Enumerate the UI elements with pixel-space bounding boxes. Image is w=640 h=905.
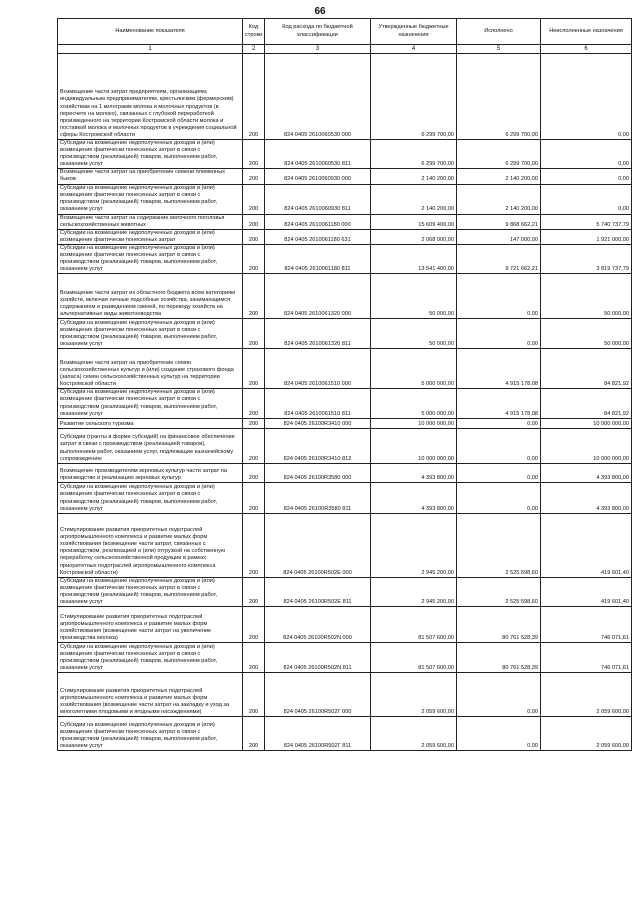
row-executed-cell: 9 721 662,21 [457,244,541,273]
row-executed-cell: 147 000,00 [457,229,541,244]
table-row [58,319,632,349]
table-row [58,577,632,606]
table-row [58,140,632,169]
header-code: Код строки [243,19,265,45]
row-name-cell: Субсидии на возмещение недополученных доходов и (или) возмещение фактически понесенных затрат в связи с производством (реализацией) товаров, выполнением работ, оказанием услуг [58,244,243,273]
row-name-cell: Субсидии (гранты в форме субсидий) на финансовое обеспечение затрат в связи с производством (реализацией товаров), выполнением работ, оказанием услуг, подлежащие казначейскому сопровождению [58,428,243,463]
row-executed-cell: 80 761 528,39 [457,607,541,643]
row-executed-cell: 0,00 [457,482,541,513]
row-name-cell: Субсидии на возмещение недополученных доходов и (или) возмещение фактически понесенных затрат в связи с производством (реализацией) товаров, выполнением работ, оказанием услуг [58,643,243,673]
row-name-cell: Субсидии на возмещение недополученных доходов и (или) возмещение фактически понесенных затрат в связи с производством (реализацией) товаров, выполнением работ, оказанием услуг [58,577,243,606]
table-row [58,244,632,273]
row-classification-cell: 824 0405 2610060930 811 [265,184,371,214]
row-classification-cell: 824 0405 26100R502N 811 [265,643,371,673]
column-number: 6 [541,45,632,54]
row-code-cell: 200 [243,389,265,418]
row-classification-cell: 824 0405 26100R502N 000 [265,607,371,643]
row-executed-cell: 9 868 662,21 [457,214,541,229]
table-row [58,389,632,418]
row-approved-cell: 10 000 000,00 [371,418,457,428]
row-classification-cell: 824 0405 2610061510 811 [265,389,371,418]
row-unexecuted-cell: 4 393 800,00 [541,482,632,513]
row-unexecuted-cell: 746 071,61 [541,643,632,673]
row-name-cell: Возмещение части затрат на приобретение семян сельскохозяйственных культур и (или) создание страхового фонда (запаса) семян сельскохозяйственных культур на территории Костромской области [58,349,243,389]
table-row [58,214,632,229]
row-code-cell: 200 [243,418,265,428]
table-row [58,643,632,673]
row-classification-cell: 824 0405 2610060530 811 [265,140,371,169]
row-code-cell: 200 [243,319,265,349]
row-executed-cell: 4 915 178,08 [457,349,541,389]
row-unexecuted-cell: 0,00 [541,54,632,140]
table-row [58,513,632,577]
row-code-cell: 200 [243,428,265,463]
row-unexecuted-cell: 0,00 [541,184,632,214]
row-unexecuted-cell: 746 071,61 [541,607,632,643]
row-unexecuted-cell: 10 000 000,00 [541,428,632,463]
row-executed-cell: 6 299 700,00 [457,54,541,140]
row-classification-cell: 824 0405 2610061320 000 [265,274,371,319]
row-unexecuted-cell: 0,00 [541,140,632,169]
row-approved-cell: 6 299 700,00 [371,54,457,140]
row-classification-cell: 824 0405 26100R3580 811 [265,482,371,513]
row-unexecuted-cell: 2 059 600,00 [541,717,632,751]
row-classification-cell: 824 0405 2610061320 811 [265,319,371,349]
row-approved-cell: 81 507 600,00 [371,643,457,673]
row-approved-cell: 5 000 000,00 [371,389,457,418]
row-approved-cell: 10 000 000,00 [371,428,457,463]
row-unexecuted-cell: 2 059 600,00 [541,673,632,717]
row-approved-cell: 2 059 600,00 [371,673,457,717]
header-row [58,19,632,45]
table-row [58,184,632,214]
row-name-cell: Субсидии на возмещение недополученных доходов и (или) возмещение фактически понесенных затрат в связи с производством (реализацией) товаров, выполнением работ, оказанием услуг [58,717,243,751]
row-code-cell: 200 [243,577,265,606]
row-classification-cell: 824 0405 2610061180 631 [265,229,371,244]
row-name-cell: Субсидии на возмещение недополученных доходов и (или) возмещение фактически понесенных затрат в связи с производством (реализацией) товаров, выполнением работ, оказанием услуг [58,389,243,418]
header-classification: Код расхода по бюджетной классификации [265,19,371,45]
row-code-cell: 200 [243,214,265,229]
row-classification-cell: 824 0405 26100R502Г 811 [265,717,371,751]
column-number: 3 [265,45,371,54]
row-name-cell: Стимулирование развития приоритетных подотраслей агропромышленного комплекса и развитие малых форм хозяйствования (возмещение части затрат на закладку и уход за многолетними плодовыми и ягодными насаждениями) [58,673,243,717]
row-name-cell: Субсидии на возмещение недополученных доходов и (или) возмещение фактически понесенных затрат в связи с производством (реализацией) товаров, выполнением работ, оказанием услуг [58,184,243,214]
row-approved-cell: 2 068 000,00 [371,229,457,244]
table-row [58,54,632,140]
table-row [58,463,632,482]
header-approved: Утвержденные бюджетные назначения [371,19,457,45]
row-classification-cell: 824 0405 26100R502E 811 [265,577,371,606]
column-number: 2 [243,45,265,54]
row-approved-cell: 81 507 600,00 [371,607,457,643]
page-number: 66 [314,6,326,17]
column-number: 4 [371,45,457,54]
row-executed-cell: 0,00 [457,418,541,428]
row-unexecuted-cell: 50 000,00 [541,274,632,319]
row-executed-cell: 4 915 178,08 [457,389,541,418]
row-approved-cell: 5 000 000,00 [371,349,457,389]
row-approved-cell: 50 000,00 [371,319,457,349]
row-executed-cell: 2 525 598,60 [457,513,541,577]
row-approved-cell: 2 945 200,00 [371,513,457,577]
row-code-cell: 200 [243,274,265,319]
table-row [58,274,632,319]
row-name-cell: Возмещение части затрат на содержание маточного поголовья сельскохозяйственных животных [58,214,243,229]
row-code-cell: 200 [243,229,265,244]
row-classification-cell: 824 0405 26100R3410 000 [265,418,371,428]
row-name-cell: Возмещение производителям зерновых культур части затрат на производство и реализацию зерновых культур [58,463,243,482]
row-classification-cell: 824 0405 2610061510 000 [265,349,371,389]
table-row [58,482,632,513]
row-approved-cell: 2 945 200,00 [371,577,457,606]
row-unexecuted-cell: 84 821,92 [541,389,632,418]
row-approved-cell: 50 000,00 [371,274,457,319]
row-unexecuted-cell: 10 000 000,00 [541,418,632,428]
table-row [58,428,632,463]
row-executed-cell: 80 761 528,39 [457,643,541,673]
row-approved-cell: 2 140 200,00 [371,169,457,184]
row-name-cell: Субсидии на возмещение недополученных доходов и (или) возмещение фактически понесенных затрат в связи с производством (реализацией) товаров, выполнением работ, оказанием услуг [58,482,243,513]
row-name-cell: Возмещение части затрат из областного бюджета всем категориям хозяйств, включая личные подсобные хозяйства, занимающимся содержанием и разведением свиней, по переводу хозяйств на альтернативные виды животноводства [58,274,243,319]
row-code-cell: 200 [243,184,265,214]
row-unexecuted-cell: 3 819 737,79 [541,244,632,273]
row-executed-cell: 0,00 [457,463,541,482]
row-code-cell: 200 [243,513,265,577]
column-number-row [58,45,632,54]
budget-execution-table [57,18,632,751]
row-executed-cell: 2 525 598,60 [457,577,541,606]
row-code-cell: 200 [243,244,265,273]
header-unexecuted: Неисполненные назначения [541,19,632,45]
row-name-cell: Стимулирование развития приоритетных подотраслей агропромышленного комплекса и развитие малых форм хозяйствования (возмещение части затрат, связанных с производством, реализацией и (или) отгрузкой на собственную переработку сельскохозяйственной продукции в рамках приоритетных подотраслей агропромышленного комплекса Костромской области) [58,513,243,577]
table-row [58,169,632,184]
row-code-cell: 200 [243,169,265,184]
row-code-cell: 200 [243,349,265,389]
row-executed-cell: 0,00 [457,319,541,349]
row-classification-cell: 824 0405 26100R3580 000 [265,463,371,482]
row-code-cell: 200 [243,482,265,513]
column-number: 5 [457,45,541,54]
row-unexecuted-cell: 50 000,00 [541,319,632,349]
row-code-cell: 200 [243,717,265,751]
row-approved-cell: 15 609 400,00 [371,214,457,229]
row-name-cell: Субсидии на возмещение недополученных доходов и (или) возмещение фактически понесенных затрат [58,229,243,244]
row-unexecuted-cell: 419 601,40 [541,577,632,606]
row-approved-cell: 2 059 600,00 [371,717,457,751]
row-executed-cell: 6 299 700,00 [457,140,541,169]
row-unexecuted-cell: 5 740 737,79 [541,214,632,229]
row-code-cell: 200 [243,643,265,673]
row-name-cell: Субсидии на возмещение недополученных доходов и (или) возмещение фактически понесенных затрат в связи с производством (реализацией) товаров, выполнением работ, оказанием услуг [58,319,243,349]
row-unexecuted-cell: 4 393 800,00 [541,463,632,482]
row-name-cell: Развитие сельского туризма [58,418,243,428]
row-approved-cell: 4 393 800,00 [371,482,457,513]
table-row [58,418,632,428]
row-name-cell: Возмещение части затрат на приобретение семени племенных быков [58,169,243,184]
table-row [58,717,632,751]
table-row [58,673,632,717]
row-executed-cell: 0,00 [457,717,541,751]
row-code-cell: 200 [243,673,265,717]
row-name-cell: Субсидии на возмещение недополученных доходов и (или) возмещение фактически понесенных затрат в связи с производством (реализацией) товаров, выполнением работ, оказанием услуг [58,140,243,169]
row-name-cell: Возмещение части затрат предприятиям, организациям, индивидуальным предпринимателям, крестьянским (фермерским) хозяйствам на 1 килограмм молока и молочных продуктов (в пересчете на молоко), связанных с глубокой переработкой произведенного на территории Костромской области молока и поставкой молока и молочных продуктов в учреждения социальной сферы Костромской области [58,54,243,140]
row-classification-cell: 824 0405 2610060930 000 [265,169,371,184]
row-unexecuted-cell: 0,00 [541,169,632,184]
row-executed-cell: 2 140 200,00 [457,184,541,214]
header-name: Наименование показателя [58,19,243,45]
row-approved-cell: 4 393 800,00 [371,463,457,482]
table-row [58,607,632,643]
row-executed-cell: 0,00 [457,673,541,717]
row-classification-cell: 824 0405 26100R502Г 000 [265,673,371,717]
row-unexecuted-cell: 84 821,92 [541,349,632,389]
table-body [58,54,632,751]
row-code-cell: 200 [243,54,265,140]
table-row [58,229,632,244]
row-classification-cell: 824 0405 26100R3410 812 [265,428,371,463]
row-classification-cell: 824 0405 26100R502E 000 [265,513,371,577]
row-approved-cell: 6 299 700,00 [371,140,457,169]
row-unexecuted-cell: 1 921 000,00 [541,229,632,244]
row-code-cell: 200 [243,607,265,643]
row-name-cell: Стимулирование развития приоритетных подотраслей агропромышленного комплекса и развитие малых форм хозяйствования (возмещение части затрат на увеличение производства молока) [58,607,243,643]
row-executed-cell: 0,00 [457,274,541,319]
row-approved-cell: 2 140 200,00 [371,184,457,214]
row-executed-cell: 2 140 200,00 [457,169,541,184]
row-code-cell: 200 [243,140,265,169]
header-executed: Исполнено [457,19,541,45]
row-classification-cell: 824 0405 2610061180 000 [265,214,371,229]
table-row [58,349,632,389]
row-executed-cell: 0,00 [457,428,541,463]
row-classification-cell: 824 0405 2610060530 000 [265,54,371,140]
row-classification-cell: 824 0405 2610061180 811 [265,244,371,273]
row-code-cell: 200 [243,463,265,482]
row-approved-cell: 13 541 400,00 [371,244,457,273]
row-unexecuted-cell: 419 601,40 [541,513,632,577]
column-number: 1 [58,45,243,54]
